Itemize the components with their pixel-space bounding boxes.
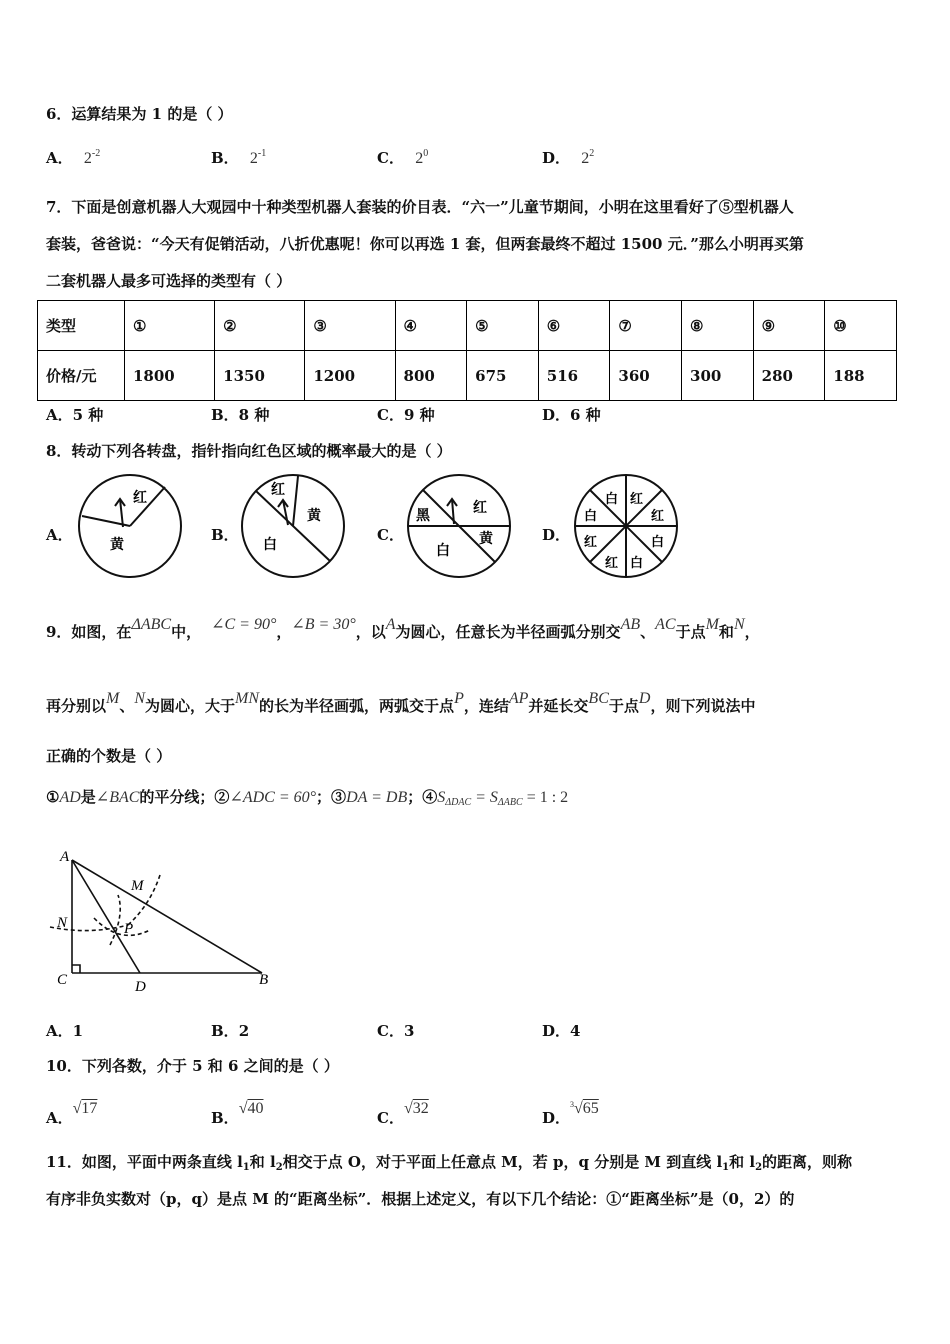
q8-label-a: A． [46,526,73,544]
table-cell: 1350 [215,351,305,401]
q9-option-d: D．4 [542,1022,581,1040]
wheel-d-label: 白 [584,509,598,524]
q11-line1: 11．如图，平面中两条直线 $l_1$和 $l_2$相交于点 O，对于平面上任意点 M，若 p，q 分别是 M 到直线 $l_1$和 $l_2$的距离，则称 [46,1153,853,1173]
table-cell: 800 [395,351,467,401]
wheel-b-label-red: 红 [271,482,285,498]
q6-option-c: C． $2^0$ [377,148,429,167]
wheel-d-label: 白 [605,492,619,507]
table-cell: ⑥ [538,301,610,351]
q6-option-b: B． $2^{-1}$ [211,148,267,167]
q9-line2: 再分别以M、N为圆心，大于MN的长为半径画弧，两弧交于点P，连结AP并延长交BC于点D，则下列说法中 [46,690,756,715]
wheel-c-label-black: 黑 [416,508,430,524]
wheel-a-label-yellow: 黄 [110,537,124,553]
right-angle-mark [72,965,80,973]
wheel-b-label-yellow: 黄 [307,508,321,524]
label-d: D [135,979,146,995]
table-cell: 300 [682,351,754,401]
q9-option-c: C．3 [377,1022,415,1040]
bisector-ad [72,860,140,973]
table-cell: 1200 [305,351,395,401]
q9-statements: ①AD是∠BAC的平分线；②∠ADC = 60°；③DA = DB；$④S_{\Delta DAC} = S_{\Delta ABC} = 1$ : 2 [46,788,569,808]
table-cell: 188 [825,351,897,401]
wheel-c [408,475,510,577]
label-c: C [57,972,68,988]
wheel-c-label-red: 红 [473,500,487,516]
table-cell: ③ [305,301,395,351]
q10-option-c: C．√32 [377,1100,429,1127]
wheel-d-label: 红 [605,556,619,571]
wheel-d-label: 红 [584,535,598,550]
q7-option-d: D．6 种 [542,406,601,424]
side-ab [72,860,262,973]
q9-line3: 正确的个数是（ ） [46,747,172,765]
q9-option-a: A．1 [46,1022,84,1040]
table-cell: ④ [395,301,467,351]
table-cell: ⑤ [467,301,539,351]
q7-option-a: A．5 种 [46,406,104,424]
q6-stem: 6．运算结果为 1 的是（ ） [46,105,233,123]
q10-option-b: B．√40 [211,1100,264,1127]
q7-option-b: B．8 种 [211,406,270,424]
triangle-figure [50,860,262,973]
table-cell: ⑨ [753,301,825,351]
wheel-d-label: 红 [651,509,665,524]
table-cell: 280 [753,351,825,401]
q8-label-d: D． [542,526,571,544]
q6-option-d: D． $2^2$ [542,148,595,167]
q8-label-b: B． [211,526,239,544]
label-m: M [131,878,144,894]
q10-stem: 10．下列各数，介于 5 和 6 之间的是（ ） [46,1057,339,1075]
label-n: N [57,915,68,931]
table-header-price: 价格/元 [38,351,125,401]
q8-stem: 8．转动下列各转盘，指针指向红色区域的概率最大的是（ ） [46,442,452,460]
wheel-d-label: 白 [651,535,665,550]
q7-line2: 套装，爸爸说：“今天有促销活动，八折优惠呢！你可以再选 1 套，但两套最终不超过 1500 元．”那么小明再买第 [46,235,804,253]
q7-option-c: C．9 种 [377,406,435,424]
table-cell: ⑦ [610,301,682,351]
wheel-c-label-white: 白 [436,543,450,559]
table-cell: ⑩ [825,301,897,351]
label-a: A [60,849,70,865]
wheel-b [242,475,344,577]
q9-line1: 9．如图，在ΔABC中， ∠C = 90°，∠B = 30°，以A为圆心，任意长为半径画弧分别交AB、AC于点M和N， [46,616,760,641]
table-cell: 675 [467,351,539,401]
wheel-b-label-white: 白 [263,537,277,553]
label-p: P [124,921,134,937]
wheel-a [79,475,181,577]
table-cell: 360 [610,351,682,401]
table-cell: ① [125,301,215,351]
wheel-d-label: 白 [630,556,644,571]
wheel-b-divider [293,476,298,526]
table-header-type: 类型 [38,301,125,351]
q6-option-a: A． $2^{-2}$ [46,148,101,167]
table-cell: 1800 [125,351,215,401]
q7-line1: 7．下面是创意机器人大观园中十种类型机器人套装的价目表．“六一”儿童节期间，小明在这里看好了⑤型机器人 [46,198,794,216]
wheel-d [575,475,677,577]
wheel-a-label-red: 红 [133,490,147,506]
q9-option-b: B．2 [211,1022,250,1040]
q7-line3: 二套机器人最多可选择的类型有（ ） [46,272,292,290]
table-cell: ⑧ [682,301,754,351]
wheel-c-label-yellow: 黄 [479,531,493,547]
wheel-d-label: 红 [630,492,644,507]
q8-label-c: C． [377,526,404,544]
q11-line2: 有序非负实数对（p，q）是点 M 的“距离坐标”．根据上述定义，有以下几个结论：①“距离坐标”是（0，2）的 [46,1190,795,1208]
label-b: B [259,972,269,988]
q10-option-a: A．√17 [46,1100,98,1127]
q10-option-d: D．$^3$√65 [542,1100,599,1127]
table-cell: 516 [538,351,610,401]
table-cell: ② [215,301,305,351]
